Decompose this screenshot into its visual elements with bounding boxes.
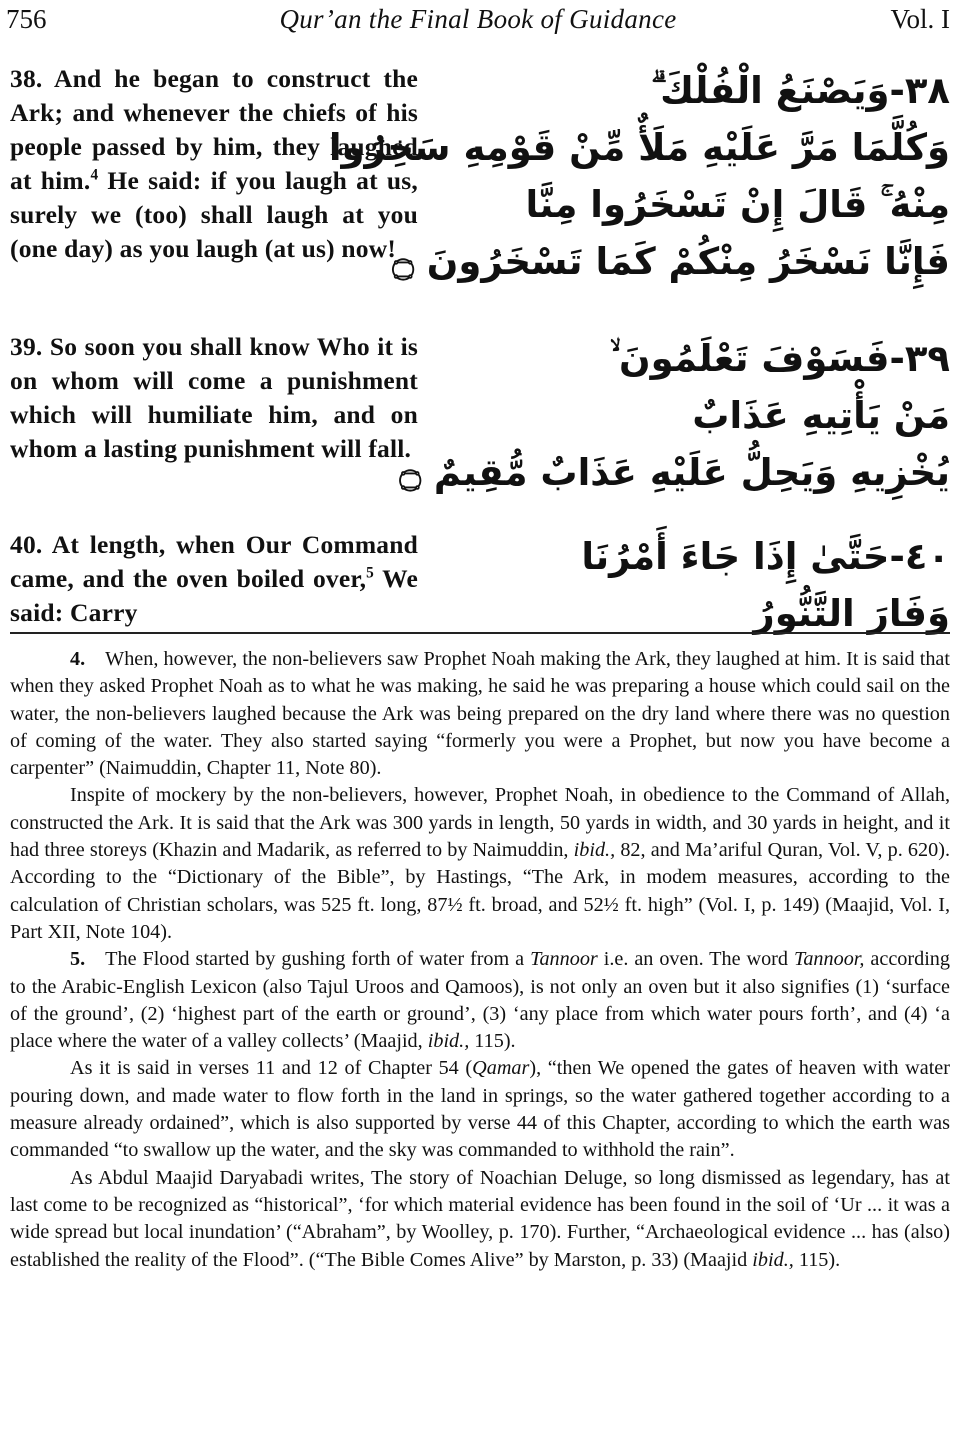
footnotes	[10, 646, 950, 1274]
verse-translation: 38. And he began to construct the Ark; and whenever the chiefs of his people passed by him, they laughed at him.$^4$ He said: if you laugh at us, surely we (too) shall laugh at you (one day) as you laugh (at us) now!	[10, 64, 418, 263]
footnote-number: 5.	[70, 948, 86, 971]
verse-40	[10, 528, 950, 638]
verse-arabic: ٣٩-فَسَوْفَ تَعْلَمُونَ ۙ مَنْ يَأْتِيهِ عَذَابٌ يُخْزِيهِ وَيَحِلُّ عَلَيْهِ عَذَابٌ مُّقِيمٌ ۝	[399, 337, 950, 494]
verse-translation: 40. At length, when Our Command came, and the oven boiled over,$^5$ We said: Carry	[10, 530, 418, 627]
verse-translation: 39. So soon you shall know Who it is on whom will come a punishment which will humiliate him, and on whom a lasting punishment will fall.	[10, 332, 418, 463]
verses-section	[10, 62, 950, 638]
footnote-5-para-3: As Abdul Maajid Daryabadi writes, The story of Noachian Deluge, so long dismissed as legendary, has at last come to be recognized as “historical”, ‘for which material evidence has been found in the soil of ‘Ur ... it was a wide spread but local inundation’ (“Abraham”, by Woolley, p. 170). Further, “Archaeological evidence ... has (also) established the reality of the Flood”. (“The Bible Comes Alive” by Marston, p. 33) (Maajid ibid., 115).	[10, 1166, 950, 1271]
verse-38	[10, 62, 950, 330]
verse-arabic: ٤٠-حَتَّىٰ إِذَا جَاءَ أَمْرُنَا وَفَارَ التَّنُّورُ	[581, 535, 950, 635]
footnote-5-para-1: 5. The Flood started by gushing forth of water from a Tannoor i.e. an oven. The word Tannoor, according to the Arabic-English Lexicon (also Tajul Uroos and Qamoos), is not only an oven but it also signifies (1) ‘surface of the ground’, (2) ‘highest part of the earth or ground’, (3) ‘any place from which water pours forth’, and (4) ‘a place where the water of a valley collects’ (Maajid, ibid., 115).	[10, 948, 950, 1053]
volume-label: Vol. I	[890, 4, 950, 34]
page-number: 756	[6, 4, 47, 34]
footnote-4-para-1: 4. When, however, the non-believers saw Prophet Noah making the Ark, they laughed at him. It is said that when they asked Prophet Noah as to what he was making, he said he was preparing a house which could sail on the water, the non-believers laughed because the Ark was being prepared on the dry land where there was no question of coming of the water. They also started saying “formerly you were a Prophet, but now you have become a carpenter” (Naimuddin, Chapter 11, Note 80).	[10, 648, 950, 780]
footnote-divider	[10, 632, 950, 634]
footnote-ref: 4	[90, 166, 99, 184]
running-title: Qur’an the Final Book of Guidance	[279, 4, 677, 34]
footnote-ref: 5	[366, 564, 375, 582]
page-header	[6, 2, 950, 38]
footnote-number: 4.	[70, 648, 86, 670]
verse-39	[10, 330, 950, 528]
verse-arabic: ٣٨-وَيَصْنَعُ الْفُلْكَ ۗ وَكُلَّمَا مَرَّ عَلَيْهِ مَلَأٌ مِّنْ قَوْمِهِ سَخِرُوا مِنْهُ ۚ قَالَ إِنْ تَسْخَرُوا مِنَّا فَإِنَّا نَسْخَرُ مِنْكُمْ كَمَا تَسْخَرُونَ ۝	[328, 69, 950, 283]
footnote-4-para-2: Inspite of mockery by the non-believers, however, Prophet Noah, in obedience to the Command of Allah, constructed the Ark. It is said that the Ark was 300 yards in length, 50 yards in width, and 30 yards in height, and it had three storeys (Khazin and Madarik, as referred to by Naimuddin, ibid., 82, and Ma’ariful Quran, Vol. V, p. 620). According to the “Dictionary of the Bible”, by Hastings, “The Ark, in modem measures, according to the calculation of Christian scholars, was 525 ft. long, 87½ ft. broad, and 52½ ft. high” (Vol. I, p. 149) (Maajid, Vol. I, Part XII, Note 104).	[10, 784, 950, 943]
footnote-5-para-2: As it is said in verses 11 and 12 of Chapter 54 (Qamar), “then We opened the gates of heaven with water pouring down, and made water to flow forth in the land in springs, so the water gathered together according to a measure already ordained”, which is also supported by verse 44 of this Chapter, according to which the earth was commanded “to swallow up the water, and the sky was commanded to withhold the rain”.	[10, 1057, 950, 1162]
